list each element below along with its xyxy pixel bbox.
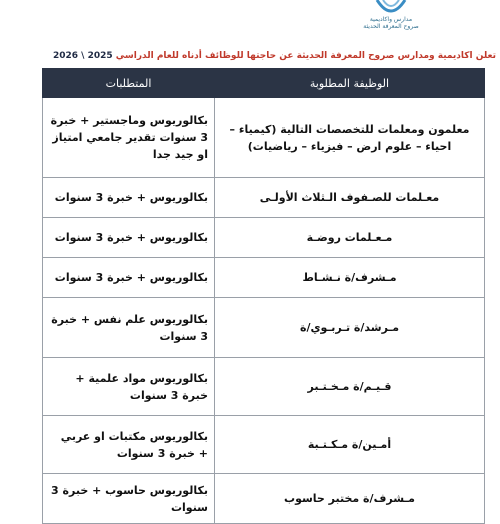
table-header-row — [43, 69, 485, 98]
requirements-cell: بكالوريوس + خبرة 3 سنوات — [43, 258, 215, 298]
job-cell: معلمون ومعلمات للتخصصات التالية (كيمياء – احياء – علوم ارض – فيزياء – رياضيات) — [215, 98, 485, 178]
requirements-cell: بكالوريوس وماجستير + خبرة 3 سنوات تقدير جامعي امتياز او جيد جدا — [43, 98, 215, 178]
logo-line-2: صروح المعرفة الحديثة — [363, 23, 419, 30]
table-row — [43, 218, 485, 258]
requirements-cell: بكالوريوس + خبرة 3 سنوات — [43, 218, 215, 258]
table-row — [43, 178, 485, 218]
job-column-header: الوظيفة المطلوبة — [215, 69, 485, 98]
requirements-cell: بكالوريوس علم نفس + خبرة 3 سنوات — [43, 298, 215, 358]
school-logo — [336, 0, 446, 34]
jobs-table — [42, 68, 485, 524]
job-cell: أمـين/ة مـكـتـبة — [215, 416, 485, 474]
requirements-cell: بكالوريوس حاسوب + خبرة 3 سنوات — [43, 474, 215, 524]
job-cell: مـشرف/ة نـشـاط — [215, 258, 485, 298]
requirements-cell: بكالوريوس مكتبات او عربي + خبرة 3 سنوات — [43, 416, 215, 474]
table-row — [43, 298, 485, 358]
logo-line-1: مدارس واكاديمية — [369, 16, 413, 23]
job-cell: مـعـلمات روضـة — [215, 218, 485, 258]
logo-emblem-icon — [371, 0, 411, 16]
job-cell: مـشرف/ة مختبر حاسوب — [215, 474, 485, 524]
table-row — [43, 416, 485, 474]
table-row — [43, 98, 485, 178]
requirements-cell: بكالوريوس مواد علمية + خبرة 3 سنوات — [43, 358, 215, 416]
job-cell: مـرشد/ة تـربـوي/ة — [215, 298, 485, 358]
announcement-heading — [20, 48, 496, 64]
requirements-cell: بكالوريوس + خبرة 3 سنوات — [43, 178, 215, 218]
job-cell: قـيـم/ة مـخـتـبر — [215, 358, 485, 416]
announcement-text: تعلن اكاديمية ومدارس صروح المعرفة الحديثة عن حاجتها للوظائف أدناه للعام الدراسي — [115, 51, 496, 61]
academic-year: 2025 \ 2026 — [52, 51, 113, 61]
job-cell: معـلمات للصـفوف الـثلاث الأولـى — [215, 178, 485, 218]
table-row — [43, 474, 485, 524]
table-row — [43, 258, 485, 298]
table-row — [43, 358, 485, 416]
requirements-column-header: المتطلبات — [43, 69, 215, 98]
